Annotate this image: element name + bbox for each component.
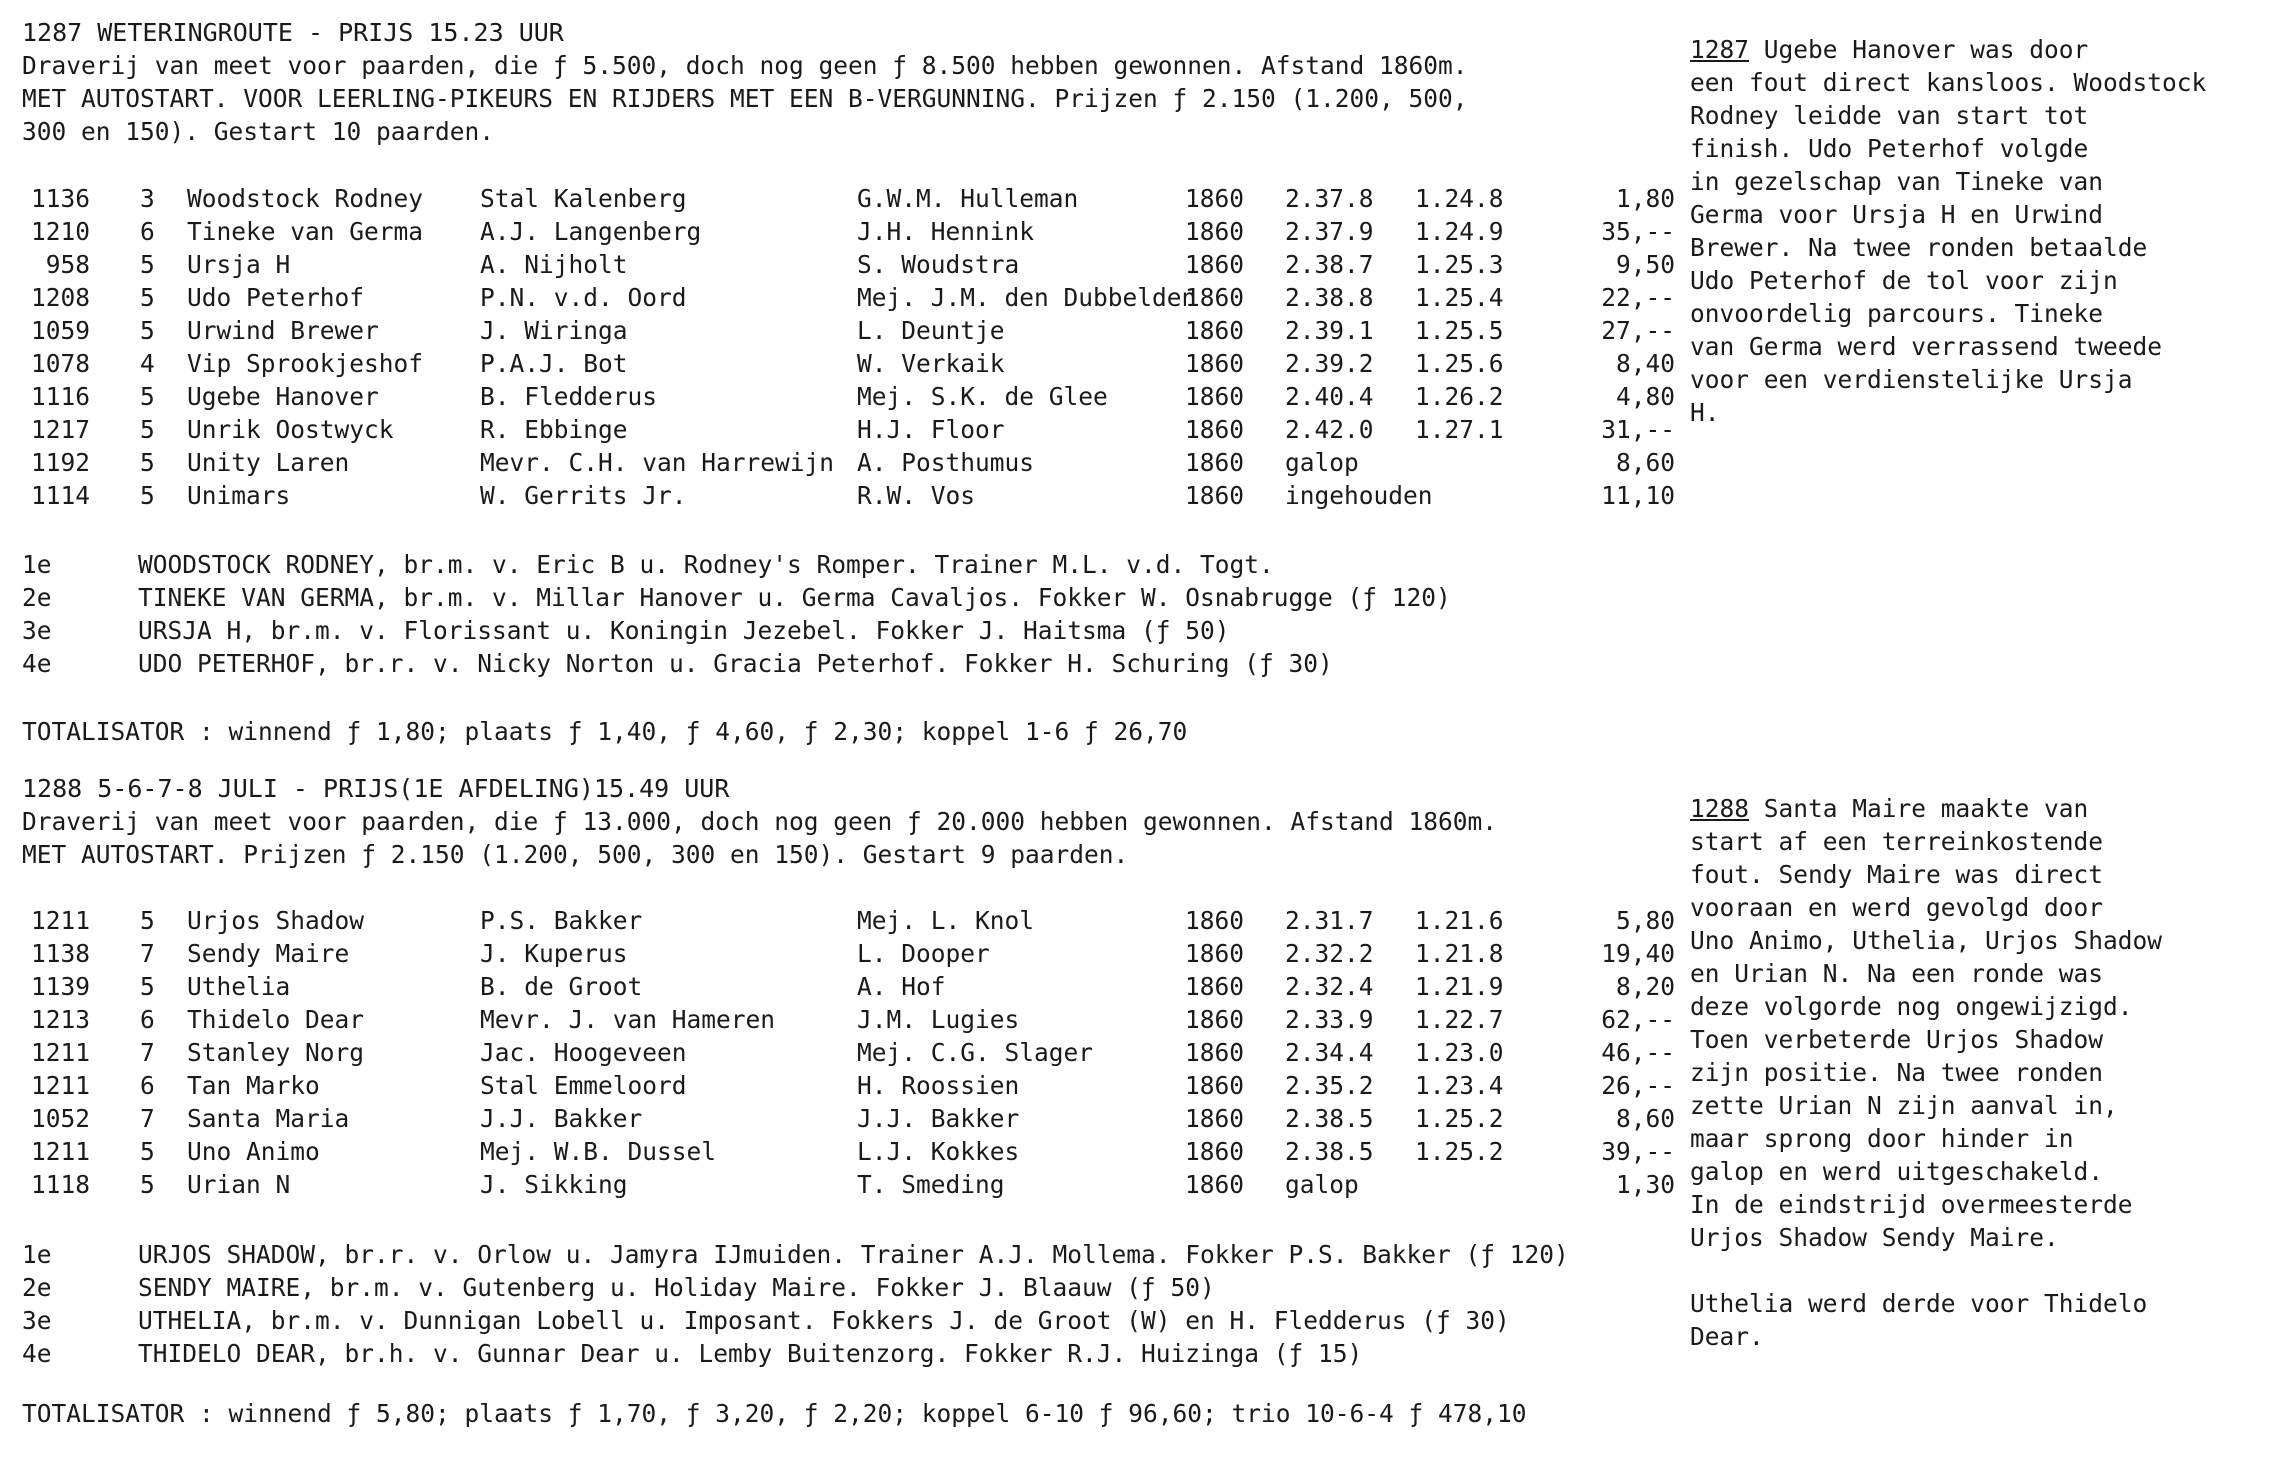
commentary-line [1690, 363, 2280, 396]
cell-driver: J.H. Hennink [857, 217, 1035, 246]
commentary-race-number: 1288 [1690, 794, 1750, 823]
cell-owner: Mevr. C.H. van Harrewijn [480, 448, 835, 477]
cell-odds: 1,30 [1615, 1170, 1675, 1199]
table-row [0, 215, 1690, 248]
cell-distance: 1860 [1185, 939, 1245, 968]
cell-owner: Stal Emmeloord [480, 1071, 687, 1100]
table-row [0, 970, 1690, 1003]
table-row [0, 413, 1690, 446]
cell-km-time: 1.21.6 [1415, 906, 1504, 935]
commentary-text: finish. Udo Peterhof volgde [1690, 134, 2089, 163]
table-row [0, 1036, 1690, 1069]
placing-description: SENDY MAIRE, br.m. v. Gutenberg u. Holiday Maire. Fokker J. Blaauw (ƒ 50) [138, 1273, 1215, 1302]
cell-time: 2.32.2 [1285, 939, 1374, 968]
placing-description: URSJA H, br.m. v. Florissant u. Koningin Jezebel. Fokker J. Haitsma (ƒ 50) [138, 616, 1230, 645]
cell-driver: A. Hof [857, 972, 946, 1001]
commentary-line [1690, 957, 2280, 990]
cell-odds: 1,80 [1615, 184, 1675, 213]
table-row [0, 479, 1690, 512]
race-conditions-line: Draverij van meet voor paarden, die ƒ 5.500, doch nog geen ƒ 8.500 hebben gewonnen. Afstand 1860m. [22, 51, 1468, 80]
cell-distance: 1860 [1185, 250, 1245, 279]
commentary-text [1690, 1256, 1705, 1285]
commentary-line [1690, 132, 2280, 165]
cell-km-time: 1.26.2 [1415, 382, 1504, 411]
cell-time: 2.39.2 [1285, 349, 1374, 378]
commentary-line [1690, 297, 2280, 330]
commentary-text: deze volgorde nog ongewijzigd. [1690, 992, 2133, 1021]
cell-start-position: 5 [140, 1170, 155, 1199]
cell-odds: 4,80 [1615, 382, 1675, 411]
commentary-line [1690, 198, 2280, 231]
commentary-line [1690, 924, 2280, 957]
commentary-line [1690, 990, 2280, 1023]
cell-time: 2.31.7 [1285, 906, 1374, 935]
commentary-line [1690, 1056, 2280, 1089]
table-row [0, 314, 1690, 347]
commentary-text: Urjos Shadow Sendy Maire. [1690, 1223, 2059, 1252]
cell-start-position: 5 [140, 415, 155, 444]
cell-driver: A. Posthumus [857, 448, 1035, 477]
cell-time: 2.40.4 [1285, 382, 1374, 411]
cell-owner: J. Wiringa [480, 316, 628, 345]
commentary-text: Germa voor Ursja H en Urwind [1690, 200, 2104, 229]
cell-time: 2.38.7 [1285, 250, 1374, 279]
cell-km-time: 1.21.8 [1415, 939, 1504, 968]
cell-start-position: 5 [140, 448, 155, 477]
cell-entry-number: 1192 [30, 448, 90, 477]
cell-driver: J.J. Bakker [857, 1104, 1020, 1133]
cell-odds: 22,-- [1601, 283, 1675, 312]
cell-start-position: 5 [140, 382, 155, 411]
commentary-text: zette Urian N zijn aanval in, [1690, 1091, 2118, 1120]
cell-odds: 35,-- [1601, 217, 1675, 246]
cell-odds: 39,-- [1601, 1137, 1675, 1166]
cell-odds: 11,10 [1601, 481, 1675, 510]
cell-start-position: 6 [140, 1071, 155, 1100]
cell-odds: 9,50 [1615, 250, 1675, 279]
cell-entry-number: 1114 [30, 481, 90, 510]
cell-time: 2.35.2 [1285, 1071, 1374, 1100]
cell-distance: 1860 [1185, 906, 1245, 935]
cell-horse-name: Udo Peterhof [187, 283, 365, 312]
cell-entry-number: 1211 [30, 906, 90, 935]
cell-owner: P.S. Bakker [480, 906, 643, 935]
cell-entry-number: 1217 [30, 415, 90, 444]
cell-horse-name: Urjos Shadow [187, 906, 365, 935]
commentary-line [1690, 1287, 2280, 1320]
placing-description: URJOS SHADOW, br.r. v. Orlow u. Jamyra IJmuiden. Trainer A.J. Mollema. Fokker P.S. Bakker (ƒ 120) [138, 1240, 1569, 1269]
cell-entry-number: 1211 [30, 1038, 90, 1067]
cell-horse-name: Tineke van Germa [187, 217, 424, 246]
cell-entry-number: 1136 [30, 184, 90, 213]
cell-distance: 1860 [1185, 1038, 1245, 1067]
commentary-text: Udo Peterhof de tol voor zijn [1690, 266, 2118, 295]
commentary-line [1690, 165, 2280, 198]
cell-owner: W. Gerrits Jr. [480, 481, 687, 510]
cell-distance: 1860 [1185, 1071, 1245, 1100]
cell-driver: Mej. C.G. Slager [857, 1038, 1094, 1067]
commentary-text: voor een verdienstelijke Ursja [1690, 365, 2133, 394]
commentary-text: maar sprong door hinder in [1690, 1124, 2074, 1153]
race-conditions-line: MET AUTOSTART. VOOR LEERLING-PIKEURS EN RIJDERS MET EEN B-VERGUNNING. Prijzen ƒ 2.150 (1.200, 500, [22, 84, 1468, 113]
placing-rank: 4e [22, 649, 52, 678]
cell-owner: R. Ebbinge [480, 415, 628, 444]
cell-odds: 8,20 [1615, 972, 1675, 1001]
cell-horse-name: Ugebe Hanover [187, 382, 379, 411]
race-title: 1287 WETERINGROUTE - PRIJS 15.23 UUR [22, 18, 564, 47]
cell-distance: 1860 [1185, 1170, 1245, 1199]
table-row [0, 446, 1690, 479]
cell-horse-name: Thidelo Dear [187, 1005, 365, 1034]
cell-horse-name: Woodstock Rodney [187, 184, 424, 213]
table-row [0, 1003, 1690, 1036]
cell-distance: 1860 [1185, 1005, 1245, 1034]
cell-horse-name: Uthelia [187, 972, 291, 1001]
table-row [0, 1102, 1690, 1135]
commentary-line [1690, 1188, 2280, 1221]
commentary-line [1690, 1221, 2280, 1254]
commentary-line [1690, 858, 2280, 891]
cell-owner: A.J. Langenberg [480, 217, 702, 246]
cell-entry-number: 1118 [30, 1170, 90, 1199]
commentary-text: vooraan en werd gevolgd door [1690, 893, 2104, 922]
cell-horse-name: Sendy Maire [187, 939, 350, 968]
cell-odds: 5,80 [1615, 906, 1675, 935]
cell-start-position: 7 [140, 1038, 155, 1067]
commentary-text: Santa Maire maakte van [1749, 794, 2089, 823]
commentary-race-number: 1287 [1690, 35, 1750, 64]
placing-rank: 2e [22, 1273, 52, 1302]
cell-km-time: 1.25.3 [1415, 250, 1504, 279]
totalisator-line: TOTALISATOR : winnend ƒ 5,80; plaats ƒ 1,70, ƒ 3,20, ƒ 2,20; koppel 6-10 ƒ 96,60; trio 10-6-4 ƒ 478,10 [22, 1399, 1527, 1428]
race-commentary [1690, 792, 2280, 1353]
cell-horse-name: Stanley Norg [187, 1038, 365, 1067]
cell-owner: Mevr. J. van Hameren [480, 1005, 776, 1034]
commentary-text: Rodney leidde van start tot [1690, 101, 2089, 130]
cell-km-time: 1.21.9 [1415, 972, 1504, 1001]
cell-entry-number: 1138 [30, 939, 90, 968]
cell-start-position: 5 [140, 316, 155, 345]
cell-driver: R.W. Vos [857, 481, 976, 510]
cell-owner: J. Sikking [480, 1170, 628, 1199]
cell-start-position: 5 [140, 283, 155, 312]
table-row [0, 380, 1690, 413]
cell-owner: B. Fledderus [480, 382, 658, 411]
cell-start-position: 7 [140, 1104, 155, 1133]
cell-driver: H. Roossien [857, 1071, 1020, 1100]
cell-entry-number: 958 [45, 250, 90, 279]
cell-start-position: 5 [140, 481, 155, 510]
cell-horse-name: Santa Maria [187, 1104, 350, 1133]
cell-time: galop [1285, 448, 1359, 477]
cell-odds: 31,-- [1601, 415, 1675, 444]
commentary-line [1690, 1254, 2280, 1287]
race-conditions-line: MET AUTOSTART. Prijzen ƒ 2.150 (1.200, 500, 300 en 150). Gestart 9 paarden. [22, 840, 1129, 869]
commentary-line [1690, 264, 2280, 297]
cell-odds: 8,40 [1615, 349, 1675, 378]
cell-km-time: 1.25.4 [1415, 283, 1504, 312]
table-row [0, 281, 1690, 314]
commentary-line [1690, 330, 2280, 363]
cell-time: 2.37.8 [1285, 184, 1374, 213]
placing-rank: 1e [22, 1240, 52, 1269]
cell-distance: 1860 [1185, 217, 1245, 246]
cell-entry-number: 1052 [30, 1104, 90, 1133]
cell-time: 2.37.9 [1285, 217, 1374, 246]
commentary-text: van Germa werd verrassend tweede [1690, 332, 2163, 361]
commentary-text: een fout direct kansloos. Woodstock [1690, 68, 2207, 97]
cell-time: 2.34.4 [1285, 1038, 1374, 1067]
cell-owner: Jac. Hoogeveen [480, 1038, 687, 1067]
placing-rank: 1e [22, 550, 52, 579]
placing-description: THIDELO DEAR, br.h. v. Gunnar Dear u. Lemby Buitenzorg. Fokker R.J. Huizinga (ƒ 15) [138, 1339, 1363, 1368]
cell-horse-name: Urwind Brewer [187, 316, 379, 345]
commentary-text: galop en werd uitgeschakeld. [1690, 1157, 2104, 1186]
cell-horse-name: Uno Animo [187, 1137, 320, 1166]
commentary-line [1690, 891, 2280, 924]
table-row [0, 1135, 1690, 1168]
cell-time: 2.32.4 [1285, 972, 1374, 1001]
race-commentary [1690, 33, 2280, 429]
placing-description: WOODSTOCK RODNEY, br.m. v. Eric B u. Rodney's Romper. Trainer M.L. v.d. Togt. [138, 550, 1274, 579]
cell-km-time: 1.27.1 [1415, 415, 1504, 444]
cell-entry-number: 1211 [30, 1071, 90, 1100]
race-conditions-line: Draverij van meet voor paarden, die ƒ 13.000, doch nog geen ƒ 20.000 hebben gewonnen. Afstand 1860m. [22, 807, 1498, 836]
commentary-text: Brewer. Na twee ronden betaalde [1690, 233, 2148, 262]
commentary-line [1690, 99, 2280, 132]
commentary-line [1690, 1023, 2280, 1056]
cell-distance: 1860 [1185, 972, 1245, 1001]
cell-owner: Stal Kalenberg [480, 184, 687, 213]
table-row [0, 347, 1690, 380]
cell-start-position: 5 [140, 1137, 155, 1166]
commentary-line [1690, 1089, 2280, 1122]
cell-owner: P.N. v.d. Oord [480, 283, 687, 312]
commentary-line [1690, 825, 2280, 858]
cell-owner: A. Nijholt [480, 250, 628, 279]
cell-entry-number: 1213 [30, 1005, 90, 1034]
table-row [0, 182, 1690, 215]
cell-driver: J.M. Lugies [857, 1005, 1020, 1034]
commentary-line [1690, 792, 2280, 825]
cell-distance: 1860 [1185, 382, 1245, 411]
cell-start-position: 7 [140, 939, 155, 968]
cell-distance: 1860 [1185, 448, 1245, 477]
commentary-text: Ugebe Hanover was door [1749, 35, 2089, 64]
cell-horse-name: Unimars [187, 481, 291, 510]
cell-driver: G.W.M. Hulleman [857, 184, 1079, 213]
cell-start-position: 5 [140, 972, 155, 1001]
commentary-text: H. [1690, 398, 1720, 427]
placing-rank: 4e [22, 1339, 52, 1368]
cell-odds: 27,-- [1601, 316, 1675, 345]
cell-driver: Mej. L. Knol [857, 906, 1035, 935]
cell-time: 2.33.9 [1285, 1005, 1374, 1034]
commentary-text: in gezelschap van Tineke van [1690, 167, 2104, 196]
cell-odds: 19,40 [1601, 939, 1675, 968]
cell-start-position: 5 [140, 906, 155, 935]
cell-horse-name: Ursja H [187, 250, 291, 279]
cell-horse-name: Unrik Oostwyck [187, 415, 394, 444]
cell-driver: L. Dooper [857, 939, 990, 968]
cell-km-time: 1.25.2 [1415, 1137, 1504, 1166]
cell-odds: 8,60 [1615, 1104, 1675, 1133]
placing-description: UDO PETERHOF, br.r. v. Nicky Norton u. Gracia Peterhof. Fokker H. Schuring (ƒ 30) [138, 649, 1333, 678]
commentary-text: start af een terreinkostende [1690, 827, 2104, 856]
cell-time: 2.38.8 [1285, 283, 1374, 312]
cell-driver: L.J. Kokkes [857, 1137, 1020, 1166]
cell-owner: B. de Groot [480, 972, 643, 1001]
commentary-line [1690, 66, 2280, 99]
cell-km-time: 1.22.7 [1415, 1005, 1504, 1034]
cell-entry-number: 1208 [30, 283, 90, 312]
commentary-line [1690, 231, 2280, 264]
cell-driver: Mej. S.K. de Glee [857, 382, 1108, 411]
cell-driver: L. Deuntje [857, 316, 1005, 345]
commentary-line [1690, 33, 2280, 66]
commentary-text: zijn positie. Na twee ronden [1690, 1058, 2104, 1087]
cell-distance: 1860 [1185, 1137, 1245, 1166]
cell-entry-number: 1116 [30, 382, 90, 411]
cell-owner: Mej. W.B. Dussel [480, 1137, 717, 1166]
cell-distance: 1860 [1185, 316, 1245, 345]
cell-start-position: 5 [140, 250, 155, 279]
placing-rank: 3e [22, 616, 52, 645]
cell-km-time: 1.25.6 [1415, 349, 1504, 378]
table-row [0, 1069, 1690, 1102]
cell-driver: H.J. Floor [857, 415, 1005, 444]
commentary-text: en Urian N. Na een ronde was [1690, 959, 2104, 988]
commentary-line [1690, 1155, 2280, 1188]
cell-km-time: 1.23.0 [1415, 1038, 1504, 1067]
cell-owner: J.J. Bakker [480, 1104, 643, 1133]
cell-entry-number: 1210 [30, 217, 90, 246]
commentary-text: Toen verbeterde Urjos Shadow [1690, 1025, 2104, 1054]
commentary-text: Dear. [1690, 1322, 1764, 1351]
cell-driver: T. Smeding [857, 1170, 1005, 1199]
cell-start-position: 6 [140, 1005, 155, 1034]
cell-entry-number: 1078 [30, 349, 90, 378]
table-row [0, 937, 1690, 970]
cell-entry-number: 1211 [30, 1137, 90, 1166]
commentary-text: Uthelia werd derde voor Thidelo [1690, 1289, 2148, 1318]
cell-time: 2.42.0 [1285, 415, 1374, 444]
cell-odds: 26,-- [1601, 1071, 1675, 1100]
cell-distance: 1860 [1185, 349, 1245, 378]
commentary-line [1690, 1122, 2280, 1155]
table-row [0, 248, 1690, 281]
cell-horse-name: Unity Laren [187, 448, 350, 477]
table-row [0, 1168, 1690, 1201]
commentary-text: onvoordelig parcours. Tineke [1690, 299, 2104, 328]
commentary-line [1690, 1320, 2280, 1353]
cell-time: 2.38.5 [1285, 1104, 1374, 1133]
cell-distance: 1860 [1185, 184, 1245, 213]
placing-description: TINEKE VAN GERMA, br.m. v. Millar Hanover u. Germa Cavaljos. Fokker W. Osnabrugge (ƒ 120) [138, 583, 1451, 612]
cell-time: 2.39.1 [1285, 316, 1374, 345]
cell-odds: 62,-- [1601, 1005, 1675, 1034]
cell-distance: 1860 [1185, 1104, 1245, 1133]
race-title: 1288 5-6-7-8 JULI - PRIJS(1E AFDELING)15.49 UUR [22, 774, 730, 803]
cell-entry-number: 1059 [30, 316, 90, 345]
cell-horse-name: Vip Sprookjeshof [187, 349, 424, 378]
placing-description: UTHELIA, br.m. v. Dunnigan Lobell u. Imposant. Fokkers J. de Groot (W) en H. Fledderus (ƒ 30) [138, 1306, 1510, 1335]
cell-time: ingehouden [1285, 481, 1433, 510]
commentary-line [1690, 396, 2280, 429]
table-row [0, 904, 1690, 937]
commentary-text: Uno Animo, Uthelia, Urjos Shadow [1690, 926, 2163, 955]
cell-odds: 46,-- [1601, 1038, 1675, 1067]
cell-start-position: 4 [140, 349, 155, 378]
race-conditions-line: 300 en 150). Gestart 10 paarden. [22, 117, 495, 146]
cell-distance: 1860 [1185, 283, 1245, 312]
cell-horse-name: Tan Marko [187, 1071, 320, 1100]
cell-odds: 8,60 [1615, 448, 1675, 477]
cell-distance: 1860 [1185, 481, 1245, 510]
cell-distance: 1860 [1185, 415, 1245, 444]
cell-owner: P.A.J. Bot [480, 349, 628, 378]
placing-rank: 3e [22, 1306, 52, 1335]
commentary-text: fout. Sendy Maire was direct [1690, 860, 2104, 889]
cell-start-position: 3 [140, 184, 155, 213]
cell-km-time: 1.24.9 [1415, 217, 1504, 246]
cell-time: 2.38.5 [1285, 1137, 1374, 1166]
cell-km-time: 1.23.4 [1415, 1071, 1504, 1100]
cell-km-time: 1.25.5 [1415, 316, 1504, 345]
cell-horse-name: Urian N [187, 1170, 291, 1199]
cell-km-time: 1.25.2 [1415, 1104, 1504, 1133]
cell-km-time: 1.24.8 [1415, 184, 1504, 213]
placing-rank: 2e [22, 583, 52, 612]
totalisator-line: TOTALISATOR : winnend ƒ 1,80; plaats ƒ 1,40, ƒ 4,60, ƒ 2,30; koppel 1-6 ƒ 26,70 [22, 717, 1188, 746]
cell-driver: W. Verkaik [857, 349, 1005, 378]
cell-start-position: 6 [140, 217, 155, 246]
cell-time: galop [1285, 1170, 1359, 1199]
cell-driver: Mej. J.M. den Dubbelden [857, 283, 1197, 312]
commentary-text: In de eindstrijd overmeesterde [1690, 1190, 2133, 1219]
cell-owner: J. Kuperus [480, 939, 628, 968]
cell-entry-number: 1139 [30, 972, 90, 1001]
cell-driver: S. Woudstra [857, 250, 1020, 279]
